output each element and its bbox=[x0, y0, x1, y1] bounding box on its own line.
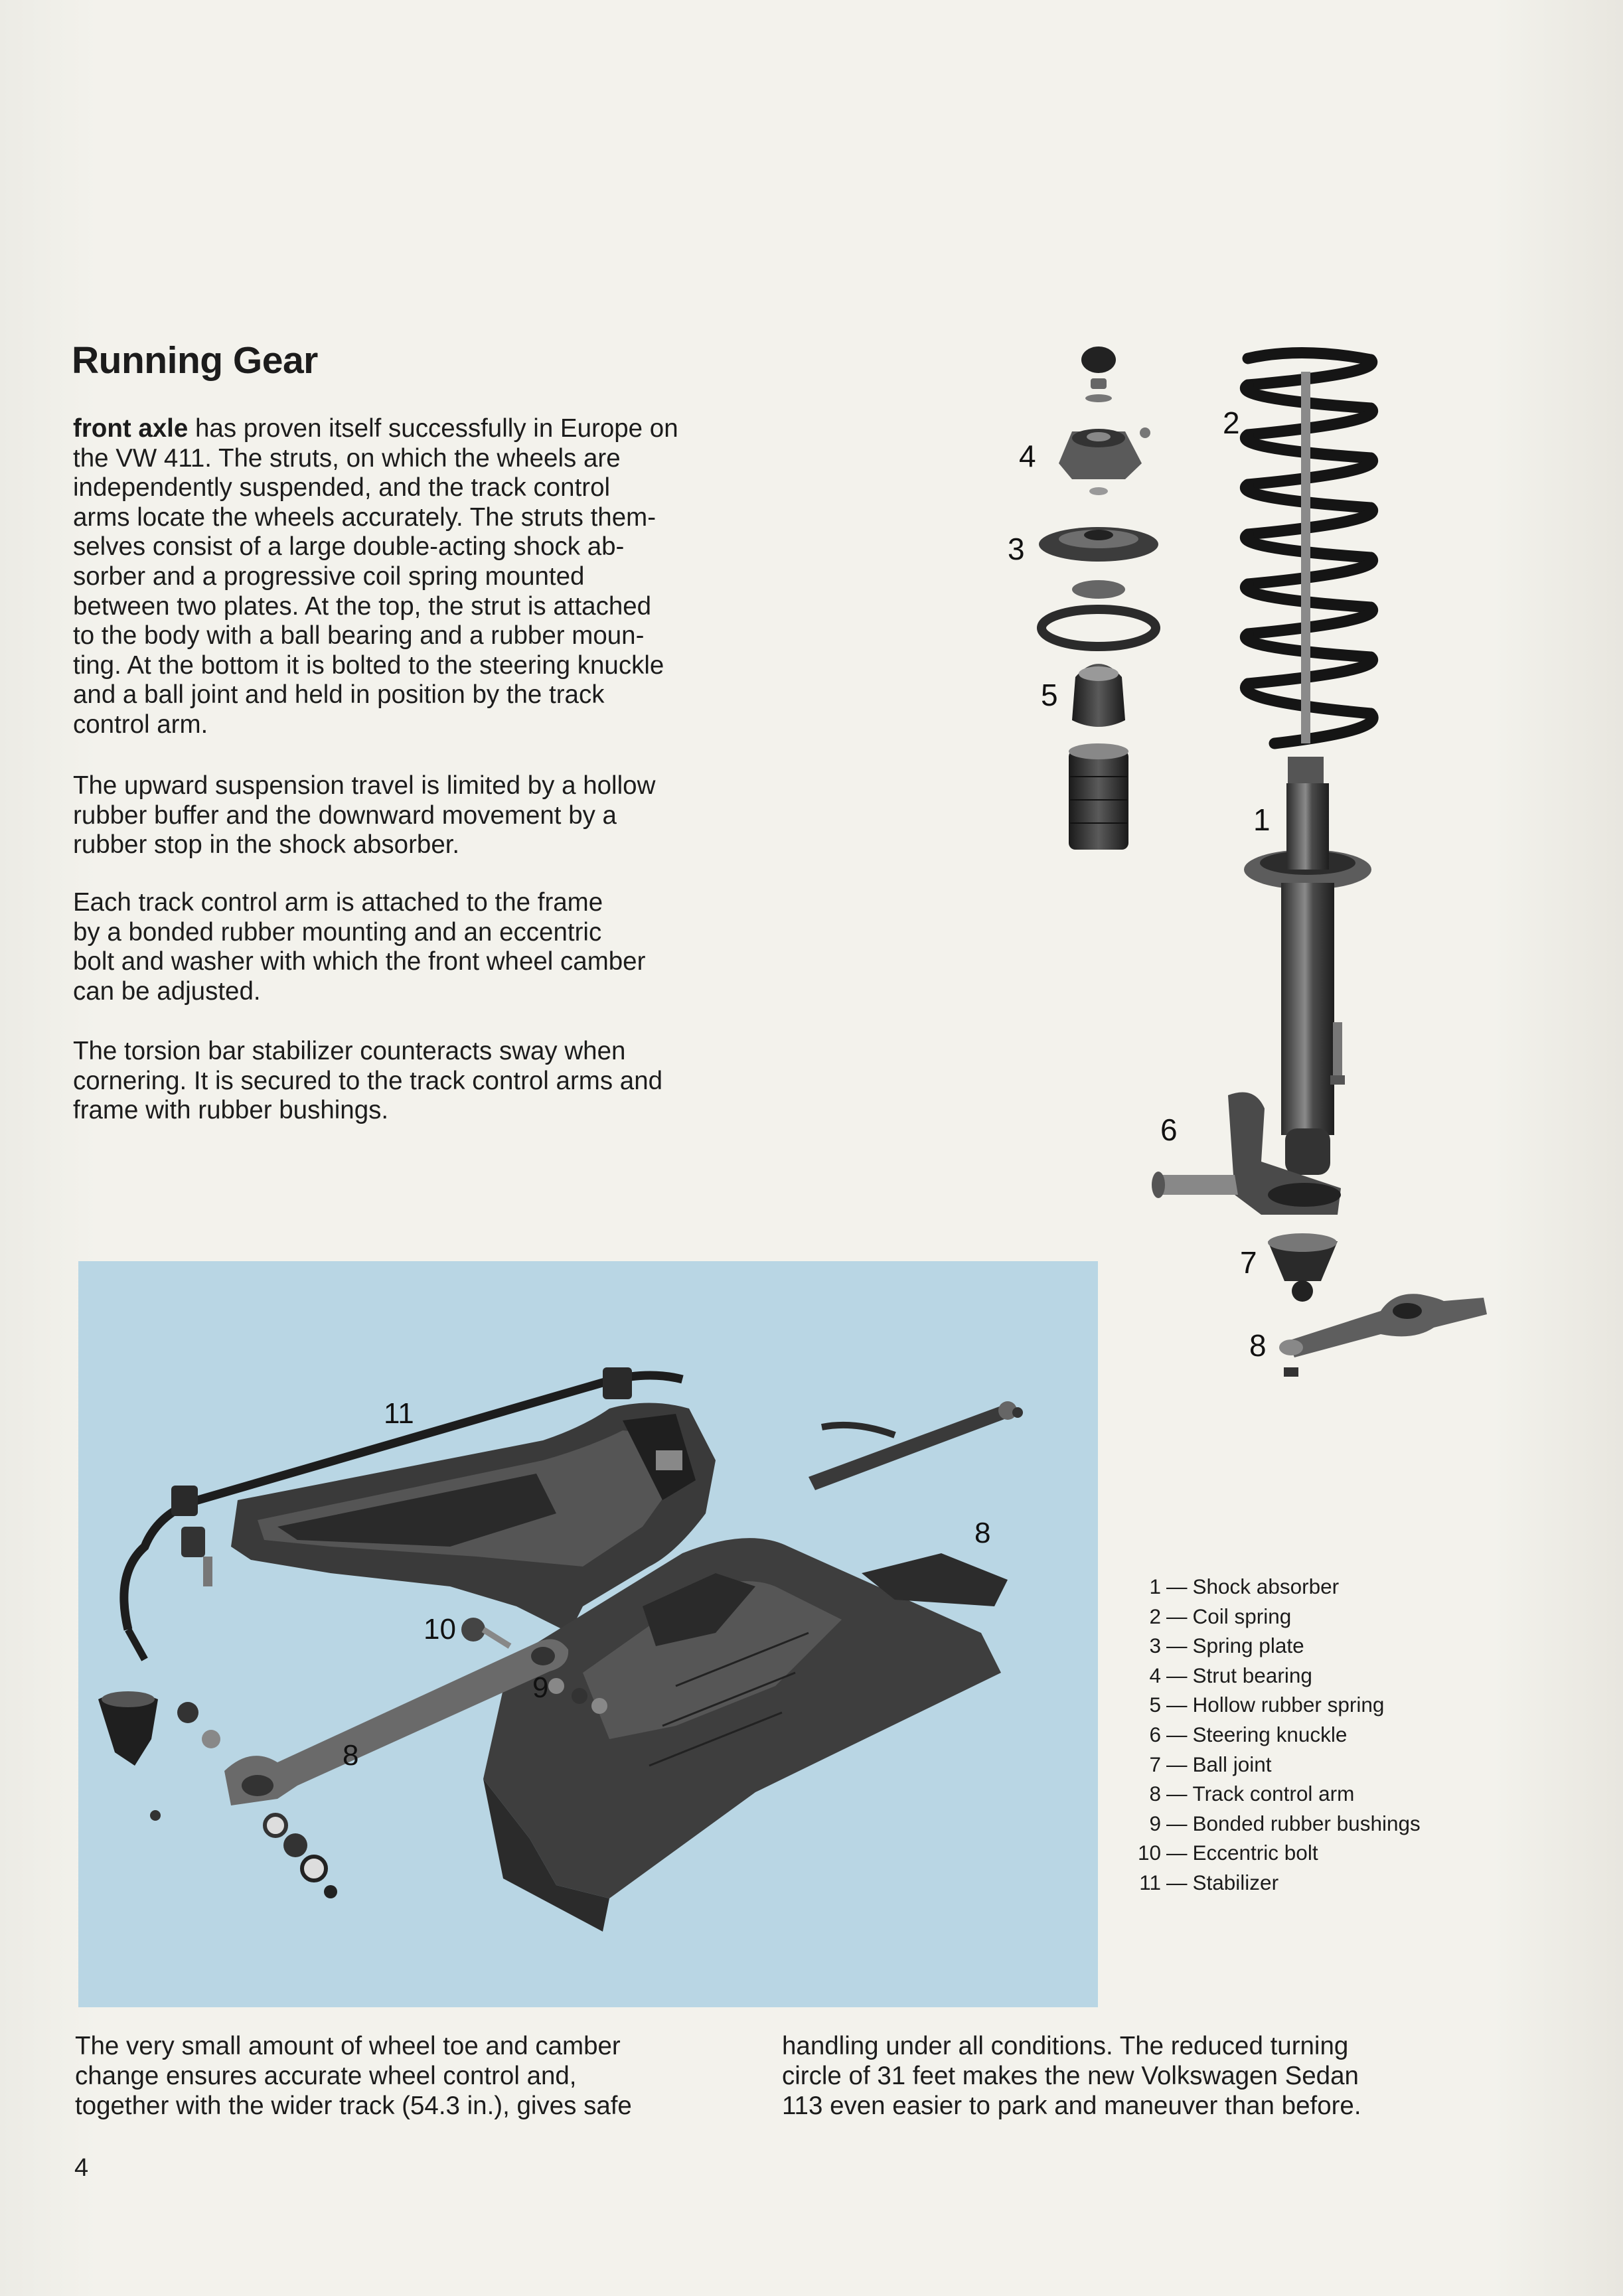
strut-assembly-illustration bbox=[1009, 332, 1513, 1394]
front-axle-frame-illustration bbox=[78, 1261, 1098, 2007]
lead-term: front axle bbox=[73, 414, 189, 443]
bottom-text-left: The very small amount of wheel toe and camber change ensures accurate wheel control and, together with the wider track (54.3 in.), gives safe bbox=[75, 2032, 632, 2120]
legend-item: 1 — Shock absorber bbox=[1149, 1574, 1340, 1598]
callout-9: 9 bbox=[532, 1671, 549, 1704]
legend-item: 10 — Eccentric bolt bbox=[1137, 1841, 1318, 1865]
callout-8-right: 8 bbox=[974, 1517, 991, 1549]
callout-7: 7 bbox=[1240, 1245, 1257, 1280]
track-control-arm-paragraph: Each track control arm is attached to the frame by a bonded rubber mounting and an eccentric bolt and washer with which the front wheel camber can be adjusted. bbox=[73, 888, 646, 1006]
legend-item: 3 — Spring plate bbox=[1149, 1634, 1304, 1658]
suspension-travel-paragraph: The upward suspension travel is limited by a hollow rubber buffer and the downward movement by a rubber stop in the shock absorber. bbox=[73, 771, 656, 860]
legend-item: 6 — Steering knuckle bbox=[1149, 1722, 1348, 1746]
callout-2: 2 bbox=[1223, 406, 1240, 440]
callout-11: 11 bbox=[384, 1397, 414, 1430]
callout-1: 1 bbox=[1253, 803, 1271, 837]
front-axle-frame-photo bbox=[78, 1261, 1098, 2007]
intro-paragraph bbox=[73, 414, 777, 740]
stabilizer-paragraph: The torsion bar stabilizer counteracts sway when cornering. It is secured to the track control arms and frame with rubber bushings. bbox=[73, 1037, 663, 1125]
callout-4: 4 bbox=[1019, 439, 1036, 473]
legend-item: 9 — Bonded rubber bushings bbox=[1149, 1811, 1421, 1835]
page-number: 4 bbox=[74, 2154, 89, 2182]
page-title: Running Gear bbox=[72, 339, 318, 382]
legend-item: 4 — Strut bearing bbox=[1149, 1663, 1312, 1687]
legend-item: 7 — Ball joint bbox=[1149, 1752, 1272, 1776]
legend-item: 5 — Hollow rubber spring bbox=[1149, 1693, 1385, 1717]
intro-paragraph-text: has proven itself successfully in Europe on the VW 411. The struts, on which the wheels are independently suspended, and the track control arms locate the wheels accurately. The struts them- selves consist of a large double-acting shock ab- sorber and a progressive coil spring mounted between two plates. At the top, the strut is attached to the body with a ball bearing and a rubber moun- ting. At the bottom it is bolted to the steering knuckle and a ball joint and held in position by the track control arm. bbox=[73, 414, 678, 739]
parts-legend bbox=[1132, 1572, 1504, 1898]
callout-8-left: 8 bbox=[343, 1739, 359, 1772]
callout-3: 3 bbox=[1008, 532, 1025, 566]
legend-item: 8 — Track control arm bbox=[1149, 1782, 1355, 1806]
callout-6: 6 bbox=[1160, 1112, 1178, 1147]
strut-assembly-photo bbox=[1009, 332, 1513, 1394]
legend-item: 2 — Coil spring bbox=[1149, 1604, 1292, 1628]
callout-8: 8 bbox=[1249, 1328, 1267, 1363]
bottom-text-right: handling under all conditions. The reduced turning circle of 31 feet makes the new Volkswagen Sedan 113 even easier to park and maneuver than before. bbox=[782, 2032, 1361, 2120]
callout-10: 10 bbox=[424, 1613, 456, 1645]
legend-item: 11 — Stabilizer bbox=[1139, 1870, 1279, 1894]
callout-5: 5 bbox=[1041, 678, 1058, 712]
